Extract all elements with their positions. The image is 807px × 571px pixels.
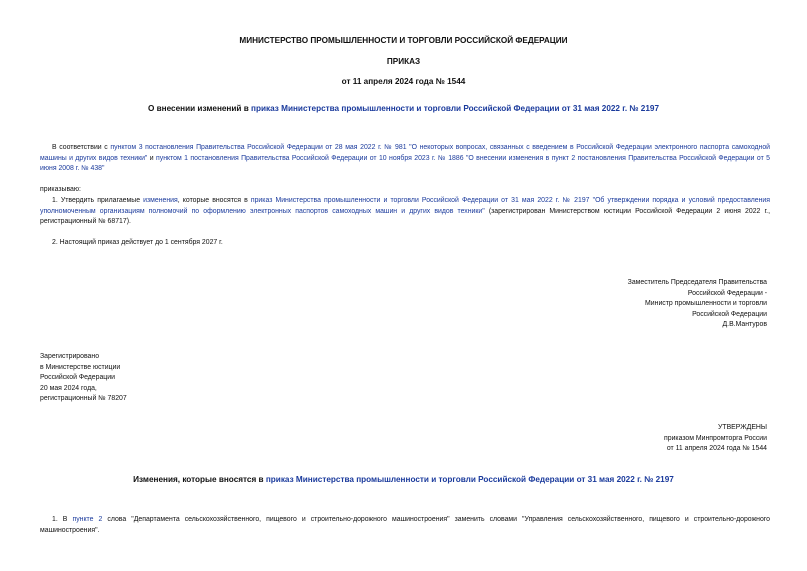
signature-name: Д.В.Мантуров xyxy=(722,321,767,329)
change-1-text: слова "Департамента сельскохозяйственного, пищевого и строительно-дорожного машиностроения" заменить словами "Управления сельскохозяйственного, пищевого и строительно-дорожного машиностроения". xyxy=(40,516,771,534)
preamble-link-decree-981[interactable]: пунктом 3 постановления Правительства Российской Федерации от 28 мая 2022 г. № 981 "О некоторых вопросах, связанных с введением в Российской Федерации электронного паспорта самоходной машины и других видов техники" xyxy=(40,144,771,162)
order-title-prefix: О внесении изменений в xyxy=(147,104,252,113)
registration-line: в Министерстве юстиции xyxy=(40,363,121,371)
order-date-number: от 11 апреля 2024 года № 1544 xyxy=(341,77,466,86)
doc-type: ПРИКАЗ xyxy=(386,57,421,66)
preamble-text: и xyxy=(147,154,157,162)
preamble-paragraph xyxy=(40,143,770,175)
signature-line: Министр промышленности и торговли xyxy=(645,300,767,308)
order-title-link[interactable]: приказ Министерства промышленности и торговли Российской Федерации от 31 мая 2022 г. № 2197 xyxy=(251,104,660,113)
signature-line: Российской Федерации - xyxy=(687,289,767,297)
changes-title-prefix: Изменения, которые вносятся в xyxy=(133,475,266,484)
approved-line: приказом Минпромторга России xyxy=(664,434,767,442)
registration-line: Российской Федерации xyxy=(40,374,115,382)
order-title xyxy=(0,104,807,113)
change-1-paragraph xyxy=(40,515,770,536)
registration-line: 20 мая 2024 года, xyxy=(40,384,97,392)
signature-line: Российской Федерации xyxy=(692,310,767,318)
approved-line: УТВЕРЖДЕНЫ xyxy=(718,424,767,431)
change-1-text: 1. В xyxy=(52,516,73,523)
preamble-link-decree-1886[interactable]: пунктом 1 постановления Правительства Российской Федерации от 10 ноября 2023 г. № 1886 "О внесении изменения в пункт 2 постановления Правительства Российской Федерации от 5 июня 2008 г. № 438" xyxy=(40,154,770,173)
change-1-link-point-2[interactable]: пункте 2 xyxy=(72,516,103,523)
item-1-paragraph xyxy=(40,196,770,228)
registration-line: регистрационный № 78207 xyxy=(40,395,127,403)
approved-block xyxy=(664,423,767,455)
approved-line: от 11 апреля 2024 года № 1544 xyxy=(666,445,767,453)
registration-block xyxy=(40,352,127,405)
registration-line: Зарегистрировано xyxy=(40,353,100,360)
item-1-text: (зарегистрирован Министерством юстиции Российской Федерации 2 июня 2022 г., регистрационный № 68717). xyxy=(40,207,770,226)
changes-title-link[interactable]: приказ Министерства промышленности и торговли Российской Федерации от 31 мая 2022 г. № 2197 xyxy=(265,475,674,484)
signature-line: Заместитель Председателя Правительства xyxy=(627,279,767,286)
item-1-text: , которые вносятся в xyxy=(177,197,251,204)
order-word: приказываю: xyxy=(40,186,81,193)
ministry-header: МИНИСТЕРСТВО ПРОМЫШЛЕННОСТИ И ТОРГОВЛИ РОССИЙСКОЙ ФЕДЕРАЦИИ xyxy=(239,36,568,45)
item-1-link-changes[interactable]: изменения xyxy=(143,197,178,204)
signature-block xyxy=(628,278,767,331)
changes-title xyxy=(0,475,807,484)
item-1-text: 1. Утвердить прилагаемые xyxy=(52,197,144,204)
item-1-link-order-2197[interactable]: приказ Министерства промышленности и торговли Российской Федерации от 31 мая 2022 г. № 2197 "Об утверждении порядка и условий предоставления уполномоченным организациям полномочий по оформлению электронных паспортов самоходных машин и других видов техники" xyxy=(40,197,770,215)
item-2-paragraph: 2. Настоящий приказ действует до 1 сентября 2027 г. xyxy=(52,239,223,246)
preamble-text: В соответствии с xyxy=(52,144,111,151)
